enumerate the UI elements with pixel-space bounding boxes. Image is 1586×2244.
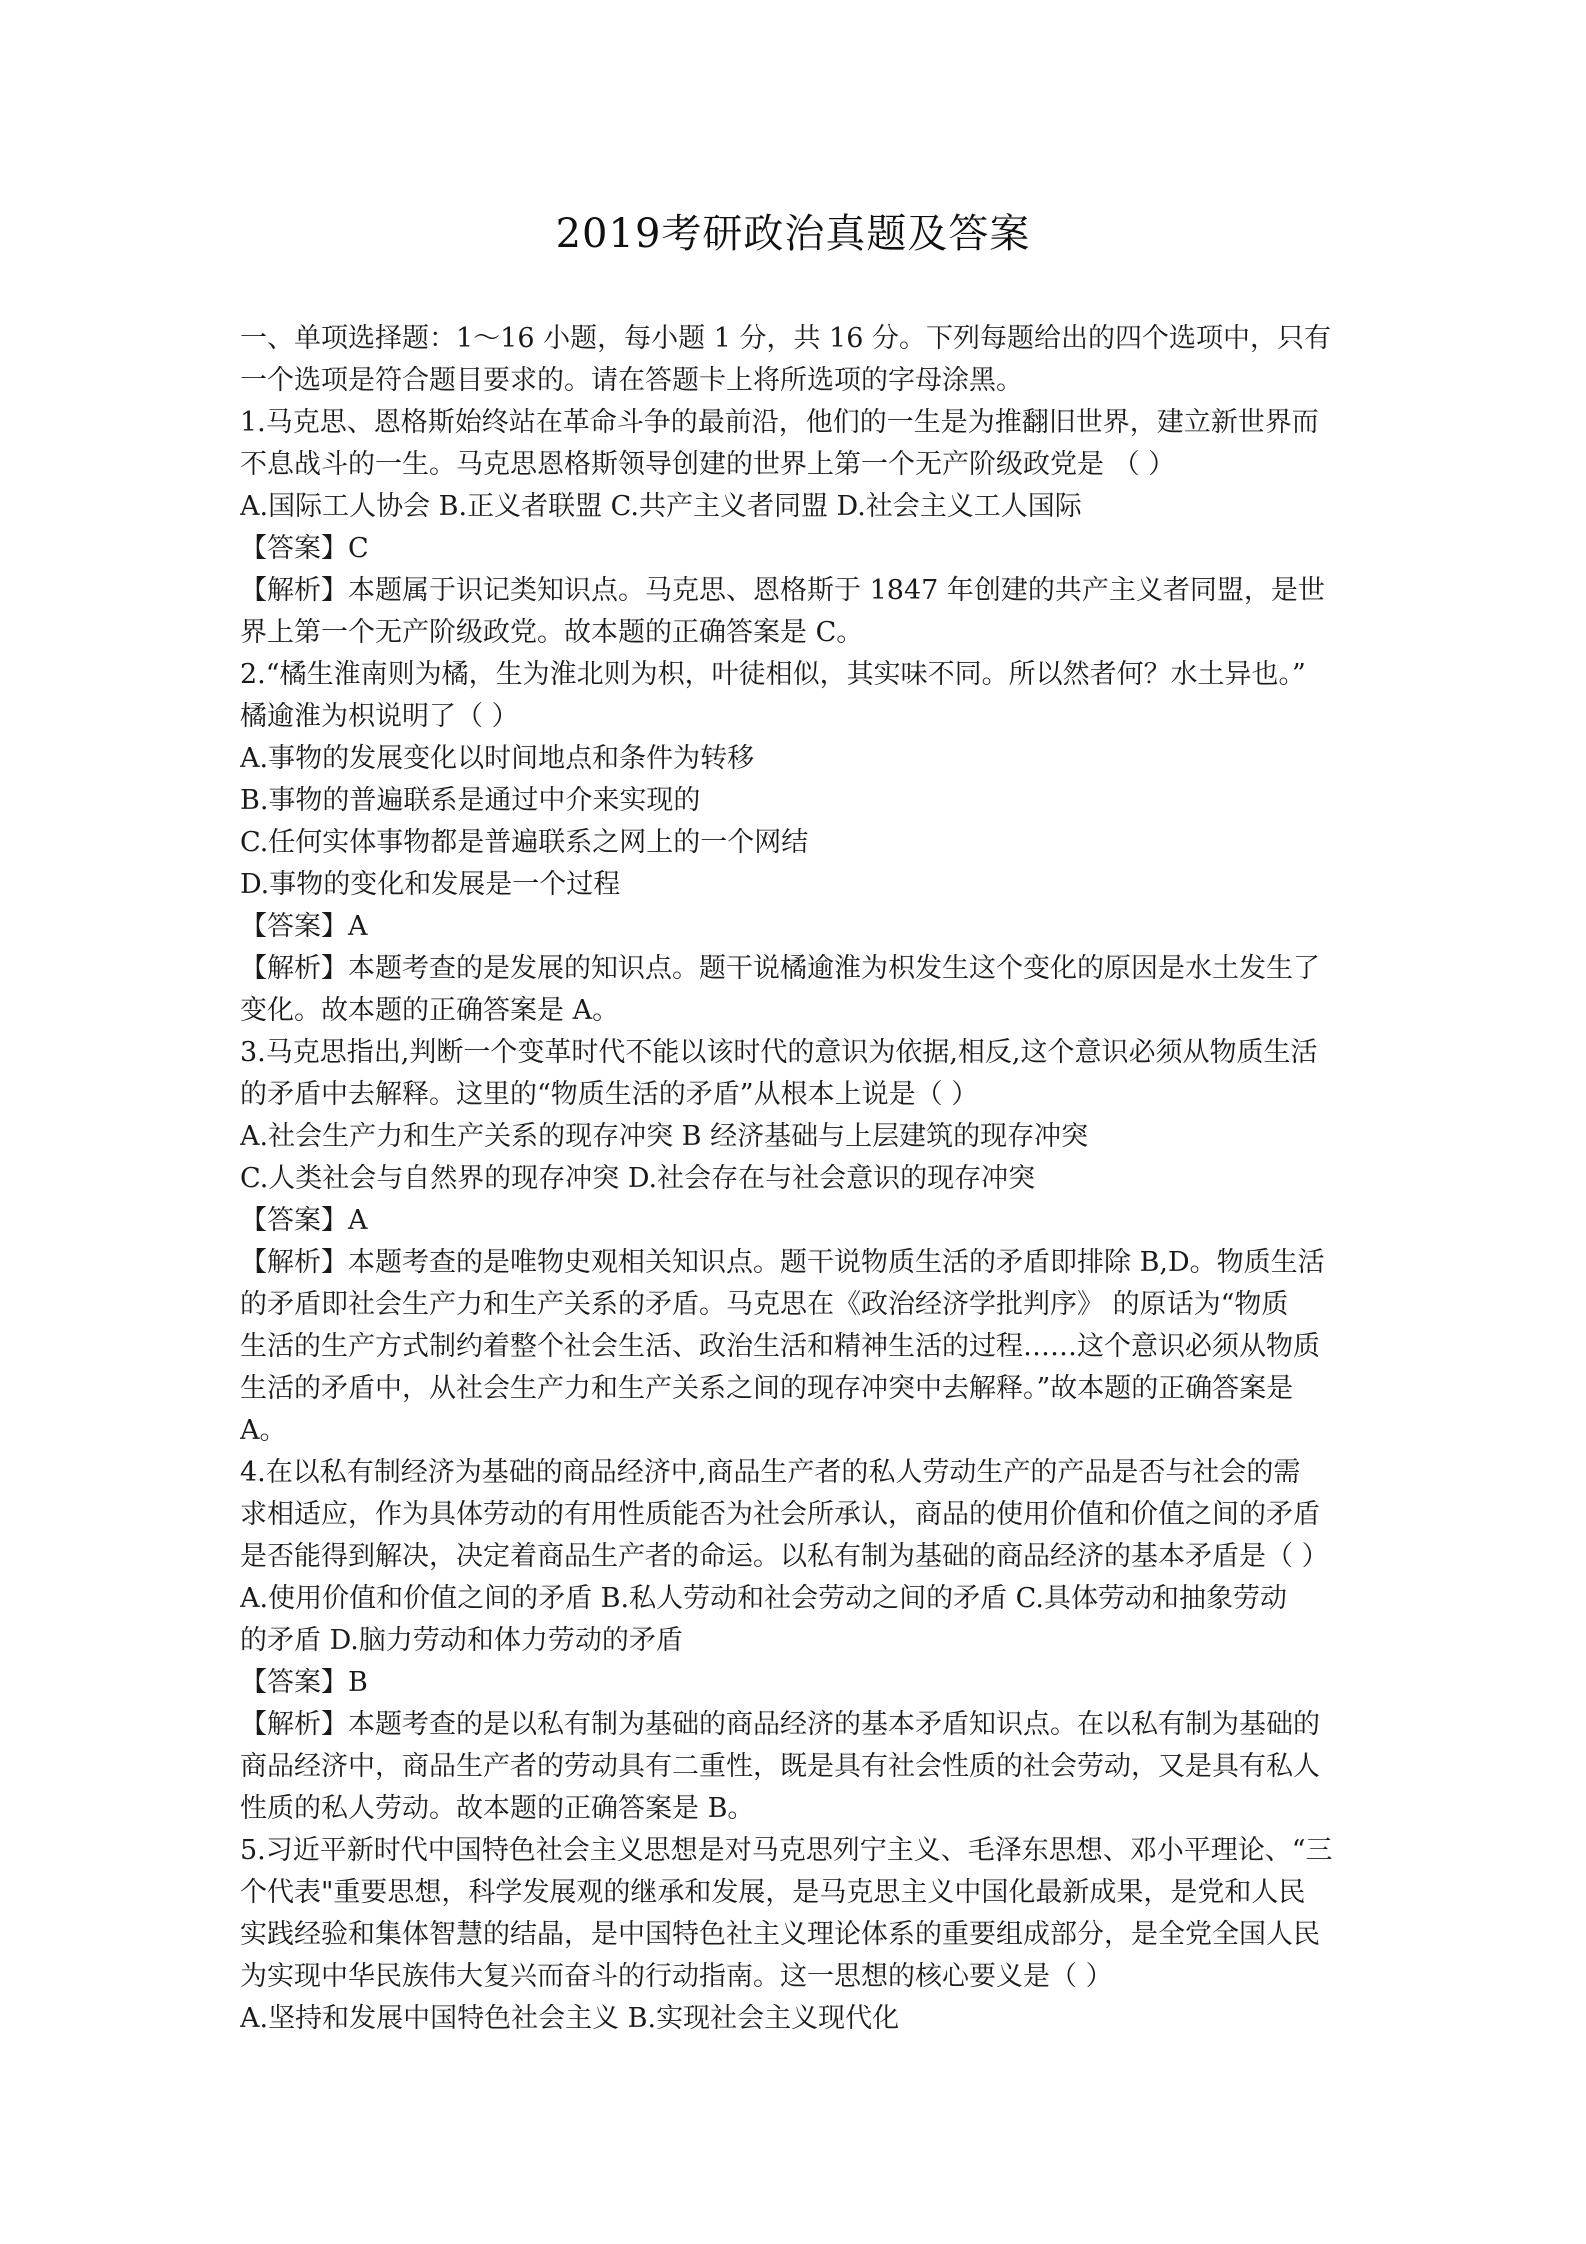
text-line: 生活的生产方式制约着整个社会生活、政治生活和精神生活的过程……这个意识必须从物质 (240, 1331, 1320, 1362)
text-line: 的矛盾即社会生产力和生产关系的矛盾。马克思在《政治经济学批判序》 的原话为“物质 (240, 1289, 1289, 1320)
text-line: 4.在以私有制经济为基础的商品经济中,商品生产者的私人劳动生产的产品是否与社会的需 (240, 1457, 1301, 1488)
text-line: A.使用价值和价值之间的矛盾 B.私人劳动和社会劳动之间的矛盾 C.具体劳动和抽象劳动 (240, 1583, 1287, 1614)
text-line: 变化。故本题的正确答案是 A。 (240, 995, 620, 1026)
text-line: 界上第一个无产阶级政党。故本题的正确答案是 C。 (240, 617, 864, 648)
text-line: A.国际工人协会 B.正义者联盟 C.共产主义者同盟 D.社会主义工人国际 (240, 491, 1082, 522)
text-line: 求相适应，作为具体劳动的有用性质能否为社会所承认，商品的使用价值和价值之间的矛盾 (240, 1499, 1320, 1530)
text-line: 商品经济中，商品生产者的劳动具有二重性，既是具有社会性质的社会劳动，又是具有私人 (240, 1751, 1320, 1782)
text-line: 一个选项是符合题目要求的。请在答题卡上将所选项的字母涂黑。 (240, 365, 1023, 396)
text-line: B.事物的普遍联系是通过中介来实现的 (240, 785, 701, 816)
text-line: 【解析】本题考查的是唯物史观相关知识点。题干说物质生活的矛盾即排除 B,D。物质生活 (240, 1247, 1325, 1278)
text-line: A。 (240, 1415, 287, 1446)
text-line: 【答案】C (240, 533, 369, 564)
text-line: 1.马克思、恩格斯始终站在革命斗争的最前沿，他们的一生是为推翻旧世界，建立新世界而 (240, 407, 1319, 438)
text-line: 的矛盾 D.脑力劳动和体力劳动的矛盾 (240, 1625, 683, 1656)
text-line: 是否能得到解决，决定着商品生产者的命运。以私有制为基础的商品经济的基本矛盾是（ ） (240, 1541, 1329, 1572)
text-line: 生活的矛盾中，从社会生产力和生产关系之间的现存冲突中去解释。”故本题的正确答案是 (240, 1373, 1294, 1404)
text-line: C.人类社会与自然界的现存冲突 D.社会存在与社会意识的现存冲突 (240, 1163, 1036, 1194)
page-title: 2019考研政治真题及答案 (555, 211, 1031, 257)
text-line: C.任何实体事物都是普遍联系之网上的一个网结 (240, 827, 809, 858)
text-line: 个代表"重要思想，科学发展观的继承和发展，是马克思主义中国化最新成果，是党和人民 (240, 1877, 1306, 1908)
text-line: 3.马克思指出,判断一个变革时代不能以该时代的意识为依据,相反,这个意识必须从物质生活 (240, 1037, 1318, 1068)
text-line: 5.习近平新时代中国特色社会主义思想是对马克思列宁主义、毛泽东思想、邓小平理论、“三 (240, 1835, 1333, 1866)
text-line: A.社会生产力和生产关系的现存冲突 B 经济基础与上层建筑的现存冲突 (240, 1121, 1089, 1152)
text-line: 的矛盾中去解释。这里的“物质生活的矛盾”从根本上说是（ ） (240, 1079, 979, 1110)
text-line: 实践经验和集体智慧的结晶，是中国特色社主义理论体系的重要组成部分，是全党全国人民 (240, 1919, 1320, 1950)
text-line: 为实现中华民族伟大复兴而奋斗的行动指南。这一思想的核心要义是（ ） (240, 1961, 1113, 1992)
text-line: 2.“橘生淮南则为橘，生为淮北则为枳，叶徒相似，其实味不同。所以然者何？水土异也。” (240, 659, 1306, 690)
text-line: 【答案】A (240, 1205, 368, 1236)
text-line: 【解析】本题属于识记类知识点。马克思、恩格斯于 1847 年创建的共产主义者同盟，是世 (240, 575, 1325, 606)
text-line: 不息战斗的一生。马克思恩格斯领导创建的世界上第一个无产阶级政党是 （ ） (240, 449, 1176, 480)
text-line: 【解析】本题考查的是以私有制为基础的商品经济的基本矛盾知识点。在以私有制为基础的 (240, 1709, 1320, 1740)
document-body (240, 318, 1360, 2040)
text-line: 【答案】A (240, 911, 368, 942)
text-line: A.坚持和发展中国特色社会主义 B.实现社会主义现代化 (240, 2003, 900, 2034)
text-line: 橘逾淮为枳说明了（ ） (240, 701, 519, 732)
text-line: A.事物的发展变化以时间地点和条件为转移 (240, 743, 755, 774)
text-line: 【解析】本题考查的是发展的知识点。题干说橘逾淮为枳发生这个变化的原因是水土发生了 (240, 953, 1320, 984)
text-line: 性质的私人劳动。故本题的正确答案是 B。 (240, 1793, 755, 1824)
text-line: 一、单项选择题：1～16 小题，每小题 1 分，共 16 分。下列每题给出的四个选项中，只有 (240, 323, 1331, 354)
text-line: 【答案】B (240, 1667, 368, 1698)
text-line: D.事物的变化和发展是一个过程 (240, 869, 621, 900)
